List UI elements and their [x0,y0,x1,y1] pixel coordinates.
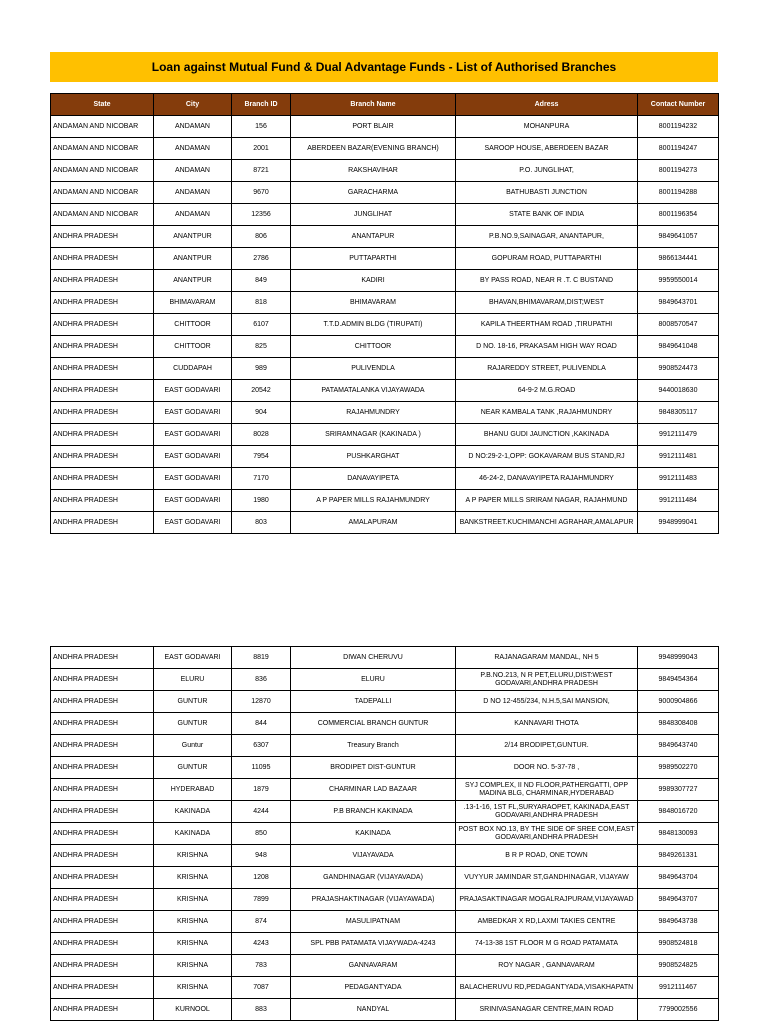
cell-branch-id: 1879 [232,779,291,801]
cell-city: ANANTPUR [154,248,232,270]
cell-contact-number: 9948999041 [638,512,719,534]
cell-address: .13-1-16, 1ST FL,SURYARAOPET, KAKINADA,EAST GODAVARI,ANDHRA PRADESH [456,801,638,823]
table-row [51,336,719,358]
cell-address: P.O. JUNGLIHAT, [456,160,638,182]
cell-branch-id: 825 [232,336,291,358]
cell-city: ANDAMAN [154,204,232,226]
cell-city: EAST GODAVARI [154,380,232,402]
cell-branch-name: RAKSHAVIHAR [291,160,456,182]
cell-branch-id: 836 [232,669,291,691]
cell-address: 2/14 BRODIPET,GUNTUR. [456,735,638,757]
cell-state: ANDHRA PRADESH [51,845,154,867]
cell-address: PRAJASAKTINAGAR MOGALRAJPURAM,VIJAYAWAD [456,889,638,911]
cell-state: ANDHRA PRADESH [51,801,154,823]
cell-branch-name: VIJAYAVADA [291,845,456,867]
cell-contact-number: 7799002556 [638,999,719,1021]
cell-state: ANDAMAN AND NICOBAR [51,116,154,138]
table-row [51,911,719,933]
table-row [51,713,719,735]
table-row [51,757,719,779]
cell-contact-number: 9908524473 [638,358,719,380]
cell-branch-id: 11095 [232,757,291,779]
table-row [51,292,719,314]
cell-state: ANDHRA PRADESH [51,270,154,292]
cell-contact-number: 9849643740 [638,735,719,757]
table-row [51,801,719,823]
cell-contact-number: 9948999043 [638,647,719,669]
branches-table-1 [50,93,719,534]
cell-contact-number: 9908524825 [638,955,719,977]
cell-contact-number: 9440018630 [638,380,719,402]
cell-state: ANDHRA PRADESH [51,380,154,402]
cell-address: BATHUBASTI JUNCTION [456,182,638,204]
cell-branch-id: 7954 [232,446,291,468]
cell-contact-number: 8001194232 [638,116,719,138]
table-row [51,358,719,380]
document-title-bar [50,52,718,82]
cell-branch-name: Treasury Branch [291,735,456,757]
header-branch-name: Branch Name [291,94,456,116]
cell-city: KRISHNA [154,933,232,955]
cell-city: ELURU [154,669,232,691]
cell-address: SRINIVASANAGAR CENTRE,MAIN ROAD [456,999,638,1021]
cell-state: ANDHRA PRADESH [51,779,154,801]
cell-address: POST BOX NO.13, BY THE SIDE OF SREE COM,EAST GODAVARI,ANDHRA PRADESH [456,823,638,845]
cell-state: ANDAMAN AND NICOBAR [51,138,154,160]
cell-branch-name: SPL PBB PATAMATA VIJAYWADA-4243 [291,933,456,955]
table-row [51,867,719,889]
cell-city: CUDDAPAH [154,358,232,380]
cell-branch-id: 806 [232,226,291,248]
cell-address: D NO:29-2-1,OPP: GOKAVARAM BUS STAND,RJ [456,446,638,468]
cell-branch-id: 12870 [232,691,291,713]
table-row [51,889,719,911]
cell-city: EAST GODAVARI [154,446,232,468]
cell-branch-name: GANNAVARAM [291,955,456,977]
cell-city: EAST GODAVARI [154,490,232,512]
table-row [51,314,719,336]
cell-contact-number: 9848305117 [638,402,719,424]
cell-city: KRISHNA [154,955,232,977]
cell-city: KAKINADA [154,801,232,823]
cell-state: ANDHRA PRADESH [51,867,154,889]
cell-contact-number: 9912111483 [638,468,719,490]
cell-contact-number: 9912111479 [638,424,719,446]
cell-address: 64-9-2 M.G.ROAD [456,380,638,402]
cell-state: ANDAMAN AND NICOBAR [51,204,154,226]
cell-city: CHITTOOR [154,336,232,358]
cell-contact-number: 9849641048 [638,336,719,358]
cell-contact-number: 9848016720 [638,801,719,823]
cell-state: ANDHRA PRADESH [51,757,154,779]
cell-city: GUNTUR [154,713,232,735]
cell-city: KRISHNA [154,889,232,911]
cell-branch-name: T.T.D.ADMIN BLDG (TIRUPATI) [291,314,456,336]
cell-state: ANDHRA PRADESH [51,402,154,424]
cell-city: ANANTPUR [154,226,232,248]
cell-branch-id: 4244 [232,801,291,823]
cell-state: ANDHRA PRADESH [51,933,154,955]
cell-address: SYJ COMPLEX, II ND FLOOR,PATHERGATTI, OPP MADINA BLG, CHARMINAR,HYDERABAD [456,779,638,801]
cell-state: ANDHRA PRADESH [51,424,154,446]
cell-branch-id: 1980 [232,490,291,512]
cell-state: ANDHRA PRADESH [51,336,154,358]
cell-city: CHITTOOR [154,314,232,336]
cell-branch-name: MASULIPATNAM [291,911,456,933]
table-row [51,669,719,691]
cell-state: ANDHRA PRADESH [51,955,154,977]
cell-contact-number: 9912111484 [638,490,719,512]
table-row [51,933,719,955]
cell-city: ANDAMAN [154,182,232,204]
cell-branch-name: PRAJASHAKTINAGAR (VIJAYAWADA) [291,889,456,911]
cell-city: ANDAMAN [154,116,232,138]
table-row [51,116,719,138]
table-row [51,380,719,402]
cell-state: ANDHRA PRADESH [51,647,154,669]
cell-branch-name: P.B BRANCH KAKINADA [291,801,456,823]
cell-contact-number: 9989502270 [638,757,719,779]
cell-branch-name: COMMERCIAL BRANCH GUNTUR [291,713,456,735]
cell-city: KAKINADA [154,823,232,845]
cell-state: ANDHRA PRADESH [51,512,154,534]
cell-branch-name: JUNGLIHAT [291,204,456,226]
table-row [51,468,719,490]
cell-contact-number: 9908524818 [638,933,719,955]
branches-table-2 [50,646,719,1021]
cell-address: NEAR KAMBALA TANK ,RAJAHMUNDRY [456,402,638,424]
header-address: Adress [456,94,638,116]
cell-address: RAJANAGARAM MANDAL, NH 5 [456,647,638,669]
cell-city: BHIMAVARAM [154,292,232,314]
cell-state: ANDHRA PRADESH [51,446,154,468]
cell-city: EAST GODAVARI [154,402,232,424]
cell-branch-id: 20542 [232,380,291,402]
cell-branch-name: PATAMATALANKA VIJAYAWADA [291,380,456,402]
cell-address: P.B.NO.9,SAINAGAR, ANANTAPUR, [456,226,638,248]
table-row [51,845,719,867]
cell-contact-number: 9849643707 [638,889,719,911]
cell-state: ANDHRA PRADESH [51,314,154,336]
cell-state: ANDHRA PRADESH [51,669,154,691]
cell-branch-name: ELURU [291,669,456,691]
cell-branch-name: GANDHINAGAR (VIJAYAVADA) [291,867,456,889]
table-row [51,204,719,226]
cell-branch-id: 7087 [232,977,291,999]
cell-branch-id: 844 [232,713,291,735]
cell-address: AMBEDKAR X RD,LAXMI TAKIES CENTRE [456,911,638,933]
cell-address: P.B.NO.213, N R PET,ELURU,DIST:WEST GODAVARI,ANDHRA PRADESH [456,669,638,691]
cell-branch-id: 12356 [232,204,291,226]
cell-state: ANDHRA PRADESH [51,292,154,314]
cell-branch-name: PEDAGANTYADA [291,977,456,999]
cell-branch-name: TADEPALLI [291,691,456,713]
cell-state: ANDHRA PRADESH [51,823,154,845]
cell-address: BALACHERUVU RD,PEDAGANTYADA,VISAKHAPATN [456,977,638,999]
cell-branch-id: 4243 [232,933,291,955]
cell-contact-number: 9959550014 [638,270,719,292]
cell-state: ANDHRA PRADESH [51,358,154,380]
cell-branch-id: 818 [232,292,291,314]
cell-city: GUNTUR [154,757,232,779]
cell-state: ANDHRA PRADESH [51,468,154,490]
header-branch-id: Branch ID [232,94,291,116]
table-row [51,779,719,801]
cell-contact-number: 9848130093 [638,823,719,845]
cell-state: ANDHRA PRADESH [51,691,154,713]
cell-branch-name: ABERDEEN BAZAR(EVENING BRANCH) [291,138,456,160]
table-row [51,226,719,248]
table-row [51,248,719,270]
cell-address: RAJAREDDY STREET, PULIVENDLA [456,358,638,380]
table-row [51,691,719,713]
cell-branch-name: PUTTAPARTHI [291,248,456,270]
table-row [51,735,719,757]
cell-address: A P PAPER MILLS SRIRAM NAGAR, RAJAHMUND [456,490,638,512]
cell-contact-number: 9912111481 [638,446,719,468]
cell-city: ANANTPUR [154,270,232,292]
table-row [51,490,719,512]
cell-state: ANDHRA PRADESH [51,999,154,1021]
cell-state: ANDHRA PRADESH [51,248,154,270]
cell-contact-number: 9866134441 [638,248,719,270]
cell-branch-id: 850 [232,823,291,845]
cell-branch-id: 989 [232,358,291,380]
cell-address: ROY NAGAR , GANNAVARAM [456,955,638,977]
cell-branch-id: 2001 [232,138,291,160]
cell-state: ANDHRA PRADESH [51,226,154,248]
cell-contact-number: 9849641057 [638,226,719,248]
cell-branch-id: 948 [232,845,291,867]
cell-branch-id: 1208 [232,867,291,889]
header-city: City [154,94,232,116]
cell-address: KAPILA THEERTHAM ROAD ,TIRUPATHI [456,314,638,336]
cell-branch-id: 8721 [232,160,291,182]
cell-branch-name: DIWAN CHERUVU [291,647,456,669]
cell-branch-id: 849 [232,270,291,292]
cell-branch-id: 6107 [232,314,291,336]
cell-address: VUYYUR JAMINDAR ST,GANDHINAGAR, VIJAYAW [456,867,638,889]
cell-address: GOPURAM ROAD, PUTTAPARTHI [456,248,638,270]
cell-branch-id: 7899 [232,889,291,911]
cell-branch-name: KAKINADA [291,823,456,845]
table-row [51,823,719,845]
cell-branch-name: CHITTOOR [291,336,456,358]
cell-contact-number: 9912111467 [638,977,719,999]
cell-branch-name: PUSHKARGHAT [291,446,456,468]
cell-address: BY PASS ROAD, NEAR R .T. C BUSTAND [456,270,638,292]
cell-contact-number: 9849643738 [638,911,719,933]
cell-city: EAST GODAVARI [154,424,232,446]
cell-state: ANDHRA PRADESH [51,735,154,757]
table-row [51,512,719,534]
cell-branch-name: BRODIPET DIST-GUNTUR [291,757,456,779]
cell-branch-name: NANDYAL [291,999,456,1021]
cell-city: EAST GODAVARI [154,512,232,534]
cell-branch-name: AMALAPURAM [291,512,456,534]
cell-state: ANDHRA PRADESH [51,911,154,933]
cell-branch-name: PULIVENDLA [291,358,456,380]
cell-city: KRISHNA [154,867,232,889]
cell-address: STATE BANK OF INDIA [456,204,638,226]
cell-address: SAROOP HOUSE, ABERDEEN BAZAR [456,138,638,160]
table-row [51,977,719,999]
cell-branch-name: DANAVAYIPETA [291,468,456,490]
cell-contact-number: 9849261331 [638,845,719,867]
cell-contact-number: 9849643704 [638,867,719,889]
document-title: Loan against Mutual Fund & Dual Advantage Funds - List of Authorised Branches [151,60,617,74]
cell-branch-id: 8028 [232,424,291,446]
cell-address: 46-24-2, DANAVAYIPETA RAJAHMUNDRY [456,468,638,490]
cell-contact-number: 9849454364 [638,669,719,691]
cell-branch-name: ANANTAPUR [291,226,456,248]
table-row [51,402,719,424]
cell-branch-name: BHIMAVARAM [291,292,456,314]
table-row [51,955,719,977]
cell-address: BANKSTREET.KUCHIMANCHI AGRAHAR,AMALAPUR [456,512,638,534]
table-row [51,182,719,204]
cell-branch-id: 156 [232,116,291,138]
cell-address: B R P ROAD, ONE TOWN [456,845,638,867]
cell-branch-id: 2786 [232,248,291,270]
cell-branch-id: 904 [232,402,291,424]
table-row [51,999,719,1021]
cell-city: KRISHNA [154,845,232,867]
cell-contact-number: 8001196354 [638,204,719,226]
cell-address: BHAVAN,BHIMAVARAM,DIST;WEST [456,292,638,314]
cell-branch-name: RAJAHMUNDRY [291,402,456,424]
cell-branch-id: 783 [232,955,291,977]
header-contact-number: Contact Number [638,94,719,116]
cell-address: DOOR NO. 5-37-78 , [456,757,638,779]
cell-city: GUNTUR [154,691,232,713]
cell-branch-name: CHARMINAR LAD BAZAAR [291,779,456,801]
cell-state: ANDAMAN AND NICOBAR [51,160,154,182]
cell-branch-id: 9670 [232,182,291,204]
cell-branch-id: 7170 [232,468,291,490]
cell-contact-number: 9849643701 [638,292,719,314]
cell-city: HYDERABAD [154,779,232,801]
cell-city: KURNOOL [154,999,232,1021]
cell-city: KRISHNA [154,977,232,999]
cell-address: D NO. 18-16, PRAKASAM HIGH WAY ROAD [456,336,638,358]
cell-branch-name: A P PAPER MILLS RAJAHMUNDRY [291,490,456,512]
cell-contact-number: 9000904866 [638,691,719,713]
cell-city: KRISHNA [154,911,232,933]
cell-address: KANNAVARI THOTA [456,713,638,735]
table-row [51,160,719,182]
cell-branch-id: 874 [232,911,291,933]
cell-contact-number: 8001194273 [638,160,719,182]
table-row [51,138,719,160]
header-state: State [51,94,154,116]
cell-branch-id: 803 [232,512,291,534]
cell-contact-number: 8008570547 [638,314,719,336]
cell-address: BHANU GUDI JAUNCTION ,KAKINADA [456,424,638,446]
cell-branch-id: 6307 [232,735,291,757]
cell-city: EAST GODAVARI [154,468,232,490]
cell-contact-number: 8001194247 [638,138,719,160]
cell-contact-number: 9848308408 [638,713,719,735]
table-row [51,424,719,446]
cell-address: MOHANPURA [456,116,638,138]
cell-state: ANDHRA PRADESH [51,889,154,911]
cell-branch-name: KADIRI [291,270,456,292]
cell-city: ANDAMAN [154,160,232,182]
table-row [51,446,719,468]
cell-branch-id: 8819 [232,647,291,669]
cell-address: D NO 12-455/234, N.H.5,SAI MANSION, [456,691,638,713]
cell-city: Guntur [154,735,232,757]
cell-contact-number: 9989307727 [638,779,719,801]
cell-state: ANDHRA PRADESH [51,977,154,999]
cell-address: 74-13-38 1ST FLOOR M G ROAD PATAMATA [456,933,638,955]
table-row [51,270,719,292]
cell-city: EAST GODAVARI [154,647,232,669]
cell-state: ANDAMAN AND NICOBAR [51,182,154,204]
cell-contact-number: 8001194288 [638,182,719,204]
table-header-row [51,94,719,116]
cell-branch-name: GARACHARMA [291,182,456,204]
cell-state: ANDHRA PRADESH [51,490,154,512]
cell-branch-name: SRIRAMNAGAR (KAKINADA ) [291,424,456,446]
cell-branch-id: 883 [232,999,291,1021]
cell-branch-name: PORT BLAIR [291,116,456,138]
cell-city: ANDAMAN [154,138,232,160]
table-row [51,647,719,669]
cell-state: ANDHRA PRADESH [51,713,154,735]
